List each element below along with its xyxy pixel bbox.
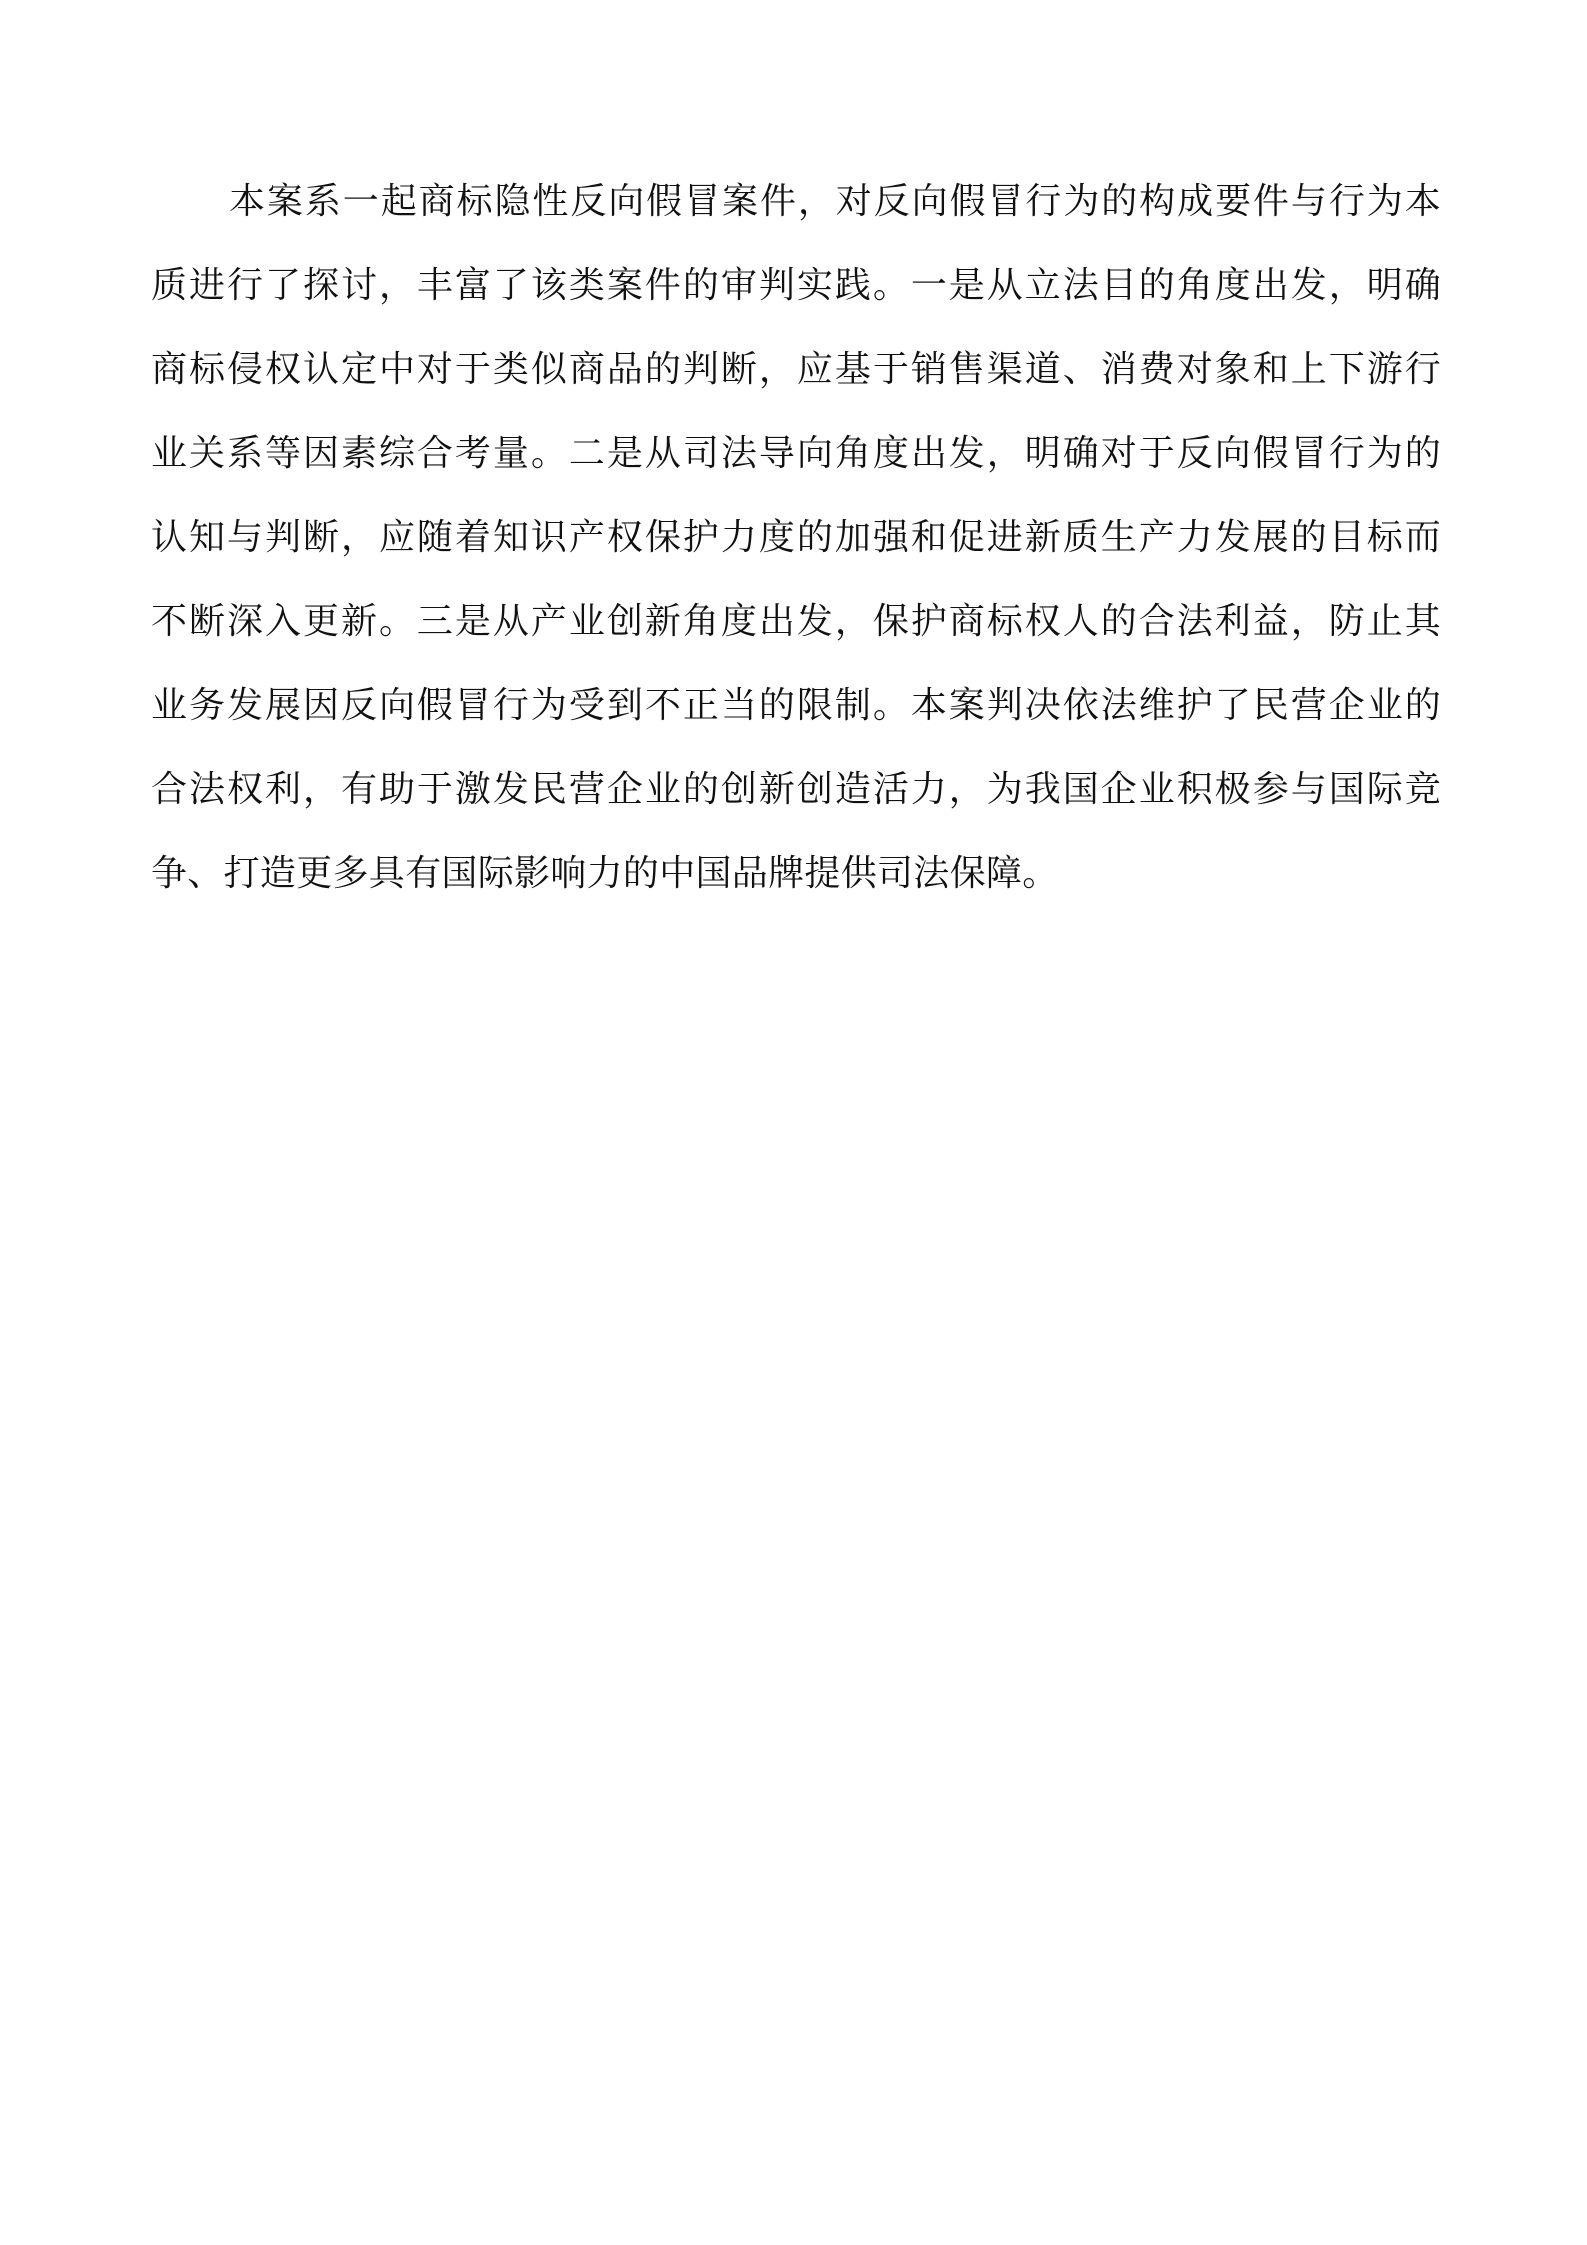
body-paragraph bbox=[151, 160, 1441, 916]
paragraph-line-3: 商标侵权认定中对于类似商品的判断，应基于销售渠道、消费对象和上下游行 bbox=[151, 349, 1441, 390]
paragraph-line-6: 不断深入更新。三是从产业创新角度出发，保护商标权人的合法利益，防止其 bbox=[151, 601, 1441, 642]
paragraph-line-8: 合法权利，有助于激发民营企业的创新创造活力，为我国企业积极参与国际竞 bbox=[151, 769, 1441, 810]
paragraph-line-1: 本案系一起商标隐性反向假冒案件，对反向假冒行为的构成要件与行为本 bbox=[229, 181, 1441, 222]
paragraph-line-9: 争、打造更多具有国际影响力的中国品牌提供司法保障。 bbox=[151, 853, 1059, 894]
paragraph-line-7: 业务发展因反向假冒行为受到不正当的限制。本案判决依法维护了民营企业的 bbox=[151, 685, 1441, 726]
paragraph-line-5: 认知与判断，应随着知识产权保护力度的加强和促进新质生产力发展的目标而 bbox=[151, 517, 1441, 558]
paragraph-line-2: 质进行了探讨，丰富了该类案件的审判实践。一是从立法目的角度出发，明确 bbox=[151, 265, 1441, 306]
paragraph-line-4: 业关系等因素综合考量。二是从司法导向角度出发，明确对于反向假冒行为的 bbox=[151, 433, 1441, 474]
